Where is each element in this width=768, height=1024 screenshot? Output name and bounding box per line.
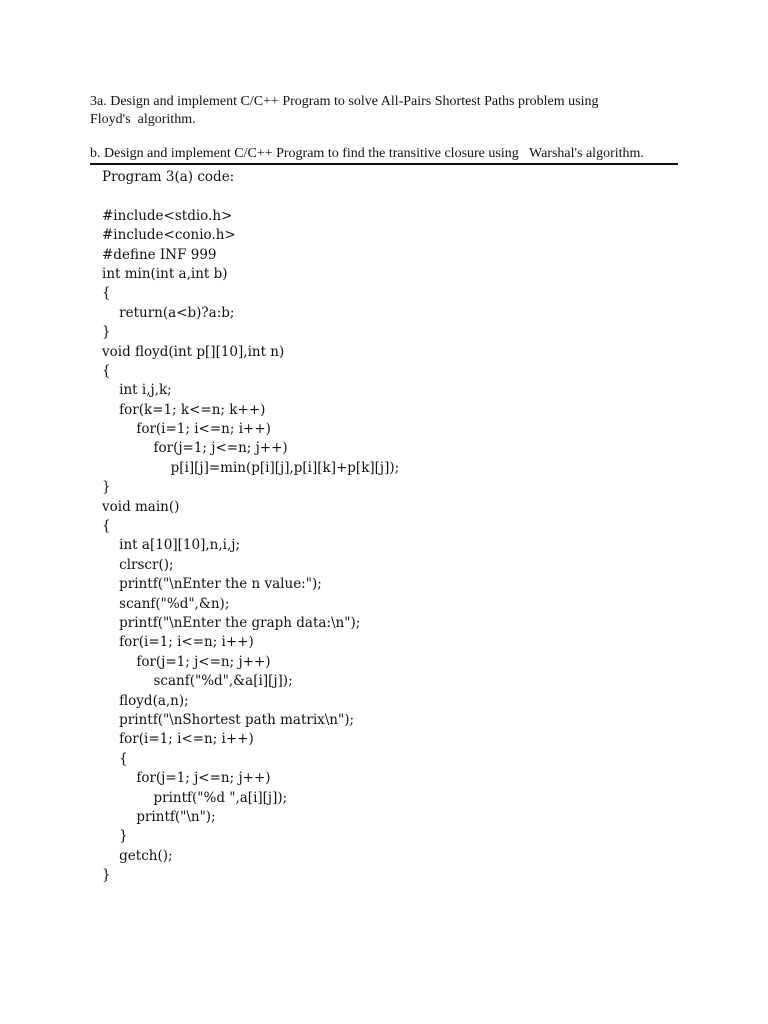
code-line: void floyd(int p[][10],int n) bbox=[102, 343, 285, 360]
code-line: int i,j,k; bbox=[102, 382, 172, 399]
code-line: { bbox=[102, 750, 128, 767]
code-line: for(j=1; j<=n; j++) bbox=[102, 770, 271, 787]
code-line: for(k=1; k<=n; k++) bbox=[102, 401, 266, 418]
code-line: } bbox=[102, 867, 111, 884]
code-line: { bbox=[102, 362, 111, 379]
task-3a-line-2: Floyd's algorithm. bbox=[90, 112, 196, 127]
code-line: #include<conio.h> bbox=[102, 227, 236, 244]
code-line: getch(); bbox=[102, 847, 173, 864]
code-line: printf("\nEnter the graph data:\n"); bbox=[102, 614, 361, 631]
code-line: } bbox=[102, 324, 111, 341]
task-b-line: b. Design and implement C/C++ Program to find the transitive closure using Warshal's algorithm. bbox=[90, 146, 644, 161]
code-line: floyd(a,n); bbox=[102, 692, 189, 709]
code-line: void main() bbox=[102, 498, 180, 515]
code-line: { bbox=[102, 518, 111, 535]
code-line: #include<stdio.h> bbox=[102, 207, 233, 224]
code-line: for(i=1; i<=n; i++) bbox=[102, 421, 271, 438]
code-line: int min(int a,int b) bbox=[102, 265, 228, 282]
code-line: { bbox=[102, 285, 111, 302]
horizontal-rule bbox=[90, 163, 678, 165]
code-line: } bbox=[102, 479, 111, 496]
code-line: printf("\nEnter the n value:"); bbox=[102, 576, 322, 593]
code-line: scanf("%d",&n); bbox=[102, 595, 230, 612]
code-line bbox=[102, 187, 399, 206]
code-listing bbox=[102, 168, 399, 885]
code-line: printf("%d ",a[i][j]); bbox=[102, 789, 288, 806]
code-line: printf("\nShortest path matrix\n"); bbox=[102, 711, 355, 728]
code-line: } bbox=[102, 828, 128, 845]
code-line: scanf("%d",&a[i][j]); bbox=[102, 673, 293, 690]
code-line: #define INF 999 bbox=[102, 246, 217, 263]
code-line: for(i=1; i<=n; i++) bbox=[102, 731, 254, 748]
task-3a-line-1: 3a. Design and implement C/C++ Program to solve All-Pairs Shortest Paths problem using bbox=[90, 94, 599, 109]
code-line: return(a<b)?a:b; bbox=[102, 304, 235, 321]
code-line: for(i=1; i<=n; i++) bbox=[102, 634, 254, 651]
code-line: for(j=1; j<=n; j++) bbox=[102, 653, 271, 670]
code-title: Program 3(a) code: bbox=[102, 169, 235, 185]
code-line: for(j=1; j<=n; j++) bbox=[102, 440, 288, 457]
code-line: p[i][j]=min(p[i][j],p[i][k]+p[k][j]); bbox=[102, 459, 400, 476]
code-line: printf("\n"); bbox=[102, 808, 216, 825]
code-line: int a[10][10],n,i,j; bbox=[102, 537, 240, 554]
code-line: clrscr(); bbox=[102, 556, 174, 573]
